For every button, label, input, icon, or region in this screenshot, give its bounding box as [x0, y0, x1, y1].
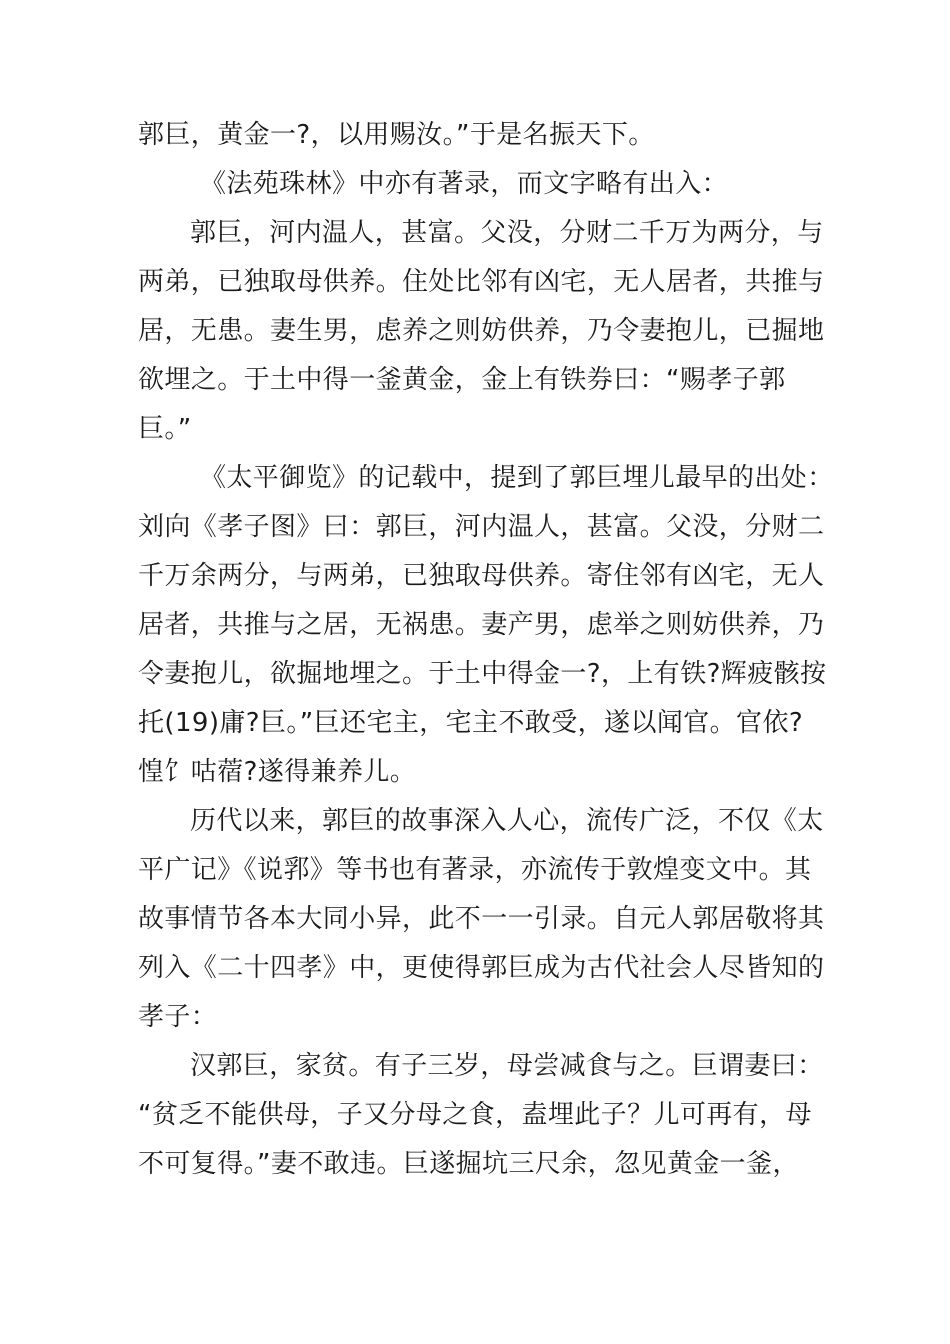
document-body [138, 111, 834, 1189]
text-line: 《法苑珠林》中亦有著录，而文字略有出入： [200, 169, 729, 199]
text-line: 欲埋之。于土中得一釜黄金，金上有铁券曰：“赐孝子郭 [138, 365, 786, 395]
text-line: 历代以来，郭巨的故事深入人心，流传广泛，不仅《太 [190, 806, 824, 836]
text-line: “贫乏不能供母，子又分母之食，盍埋此子？儿可再有，母 [138, 1100, 812, 1130]
paragraph [138, 209, 825, 454]
text-line: 托(19)庸?巨。”巨还宅主，宅主不敢受，遂以闻官。官依? [138, 708, 804, 738]
text-line: 巨。” [138, 414, 192, 444]
paragraph [138, 160, 818, 209]
text-line: 郭巨，河内温人，甚富。父没，分财二千万为两分，与 [190, 218, 824, 248]
text-line: 居者，共推与之居，无祸患。妻产男，虑举之则妨供养，乃 [138, 610, 825, 640]
paragraph [138, 1042, 824, 1189]
text-line: 不可复得。”妻不敢违。巨遂掘坑三尺余，忽见黄金一釜， [138, 1149, 799, 1179]
paragraph [138, 797, 825, 1042]
text-line: 列入《二十四孝》中，更使得郭巨成为古代社会人尽皆知的 [138, 953, 825, 983]
paragraph [138, 111, 818, 160]
text-line: 平广记》《说郛》等书也有著录，亦流传于敦煌变文中。其 [138, 855, 812, 885]
text-line: 居，无患。妻生男，虑养之则妨供养，乃令妻抱儿，已掘地 [138, 316, 825, 346]
text-line: 惶饣咕蓿?遂得兼养儿。 [138, 757, 417, 787]
text-line: 故事情节各本大同小异，此不一一引录。自元人郭居敬将其 [138, 904, 825, 934]
paragraph [138, 454, 834, 797]
text-line: 《太平御览》的记载中，提到了郭巨埋儿最早的出处： [200, 463, 834, 493]
text-line: 令妻抱儿，欲掘地埋之。于土中得金一?，上有铁?辉疲骸按 [138, 659, 827, 689]
text-line: 汉郭巨，家贫。有子三岁，母尝减食与之。巨谓妻曰： [190, 1051, 824, 1081]
text-line: 刘向《孝子图》曰：郭巨，河内温人，甚富。父没，分财二 [138, 512, 825, 542]
text-line: 千万余两分，与两弟，已独取母供养。寄住邻有凶宅，无人 [138, 561, 825, 591]
text-line: 郭巨，黄金一?，以用赐汝。”于是名振天下。 [138, 120, 655, 150]
text-line: 孝子： [138, 1002, 218, 1032]
text-line: 两弟，已独取母供养。住处比邻有凶宅，无人居者，共推与 [138, 267, 825, 297]
